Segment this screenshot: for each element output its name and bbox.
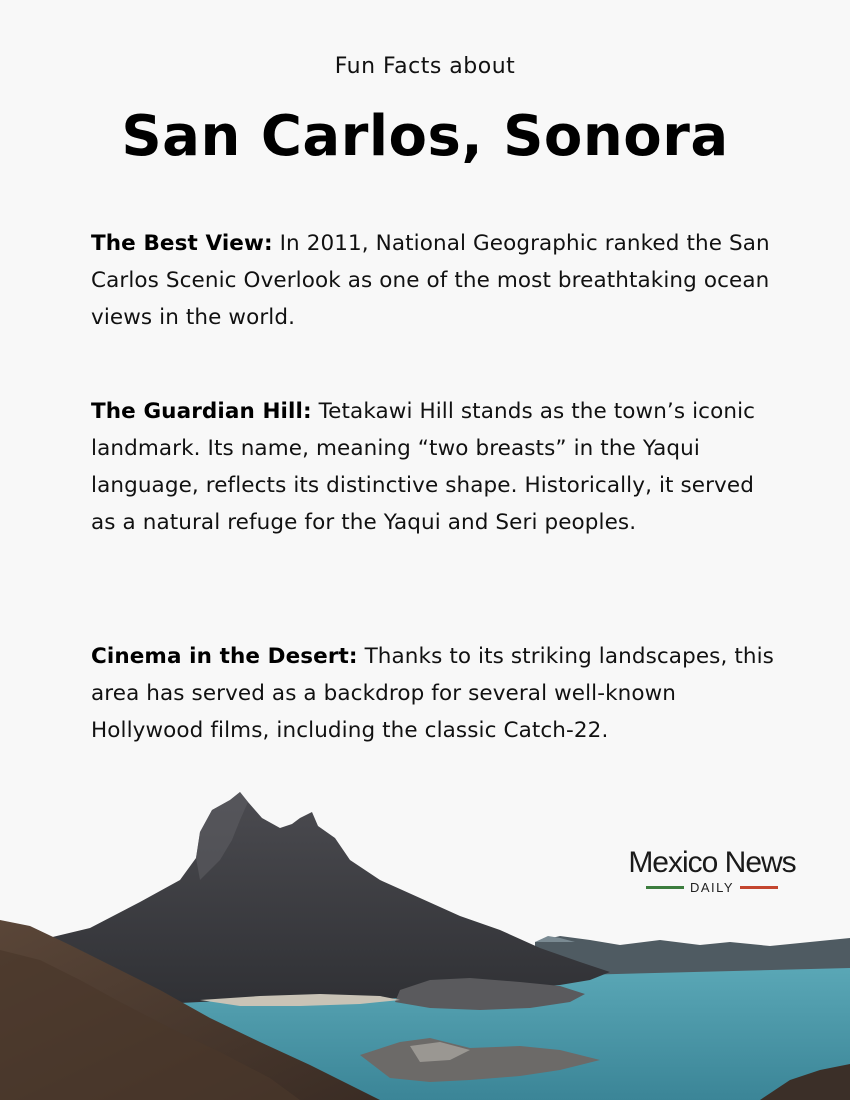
fact-text: Tetakawi Hill stands as the town’s iconic landmark. Its name, meaning “two breasts” in the Yaqui language, reflects its distinctive shape. Historically, it served as a natural refuge for the Yaqui and Seri peoples.: [91, 399, 756, 535]
logo-sub-text: DAILY: [689, 880, 735, 895]
fact-heading: Cinema in the Desert:: [91, 644, 358, 669]
fact-text: Thanks to its striking landscapes, this area has served as a backdrop for several well-known Hollywood films, including the classic Catch-22.: [91, 644, 774, 743]
page-subtitle: Fun Facts about: [334, 54, 516, 79]
logo-main-text: Mexico News: [628, 846, 796, 879]
fact-guardian-hill: [91, 393, 781, 541]
page-title: San Carlos, Sonora: [121, 104, 729, 169]
landscape-illustration: [0, 780, 850, 1100]
fact-heading: The Best View:: [91, 231, 273, 256]
fact-heading: The Guardian Hill:: [91, 399, 312, 424]
fact-cinema-desert: [91, 638, 781, 749]
fact-text: In 2011, National Geographic ranked the San Carlos Scenic Overlook as one of the most breathtaking ocean views in the world.: [91, 231, 770, 330]
mexico-news-daily-logo: [612, 844, 812, 895]
fact-best-view: [91, 225, 781, 336]
logo-red-bar: [740, 886, 778, 889]
logo-green-bar: [646, 886, 684, 889]
logo-sub-row: [612, 880, 812, 895]
